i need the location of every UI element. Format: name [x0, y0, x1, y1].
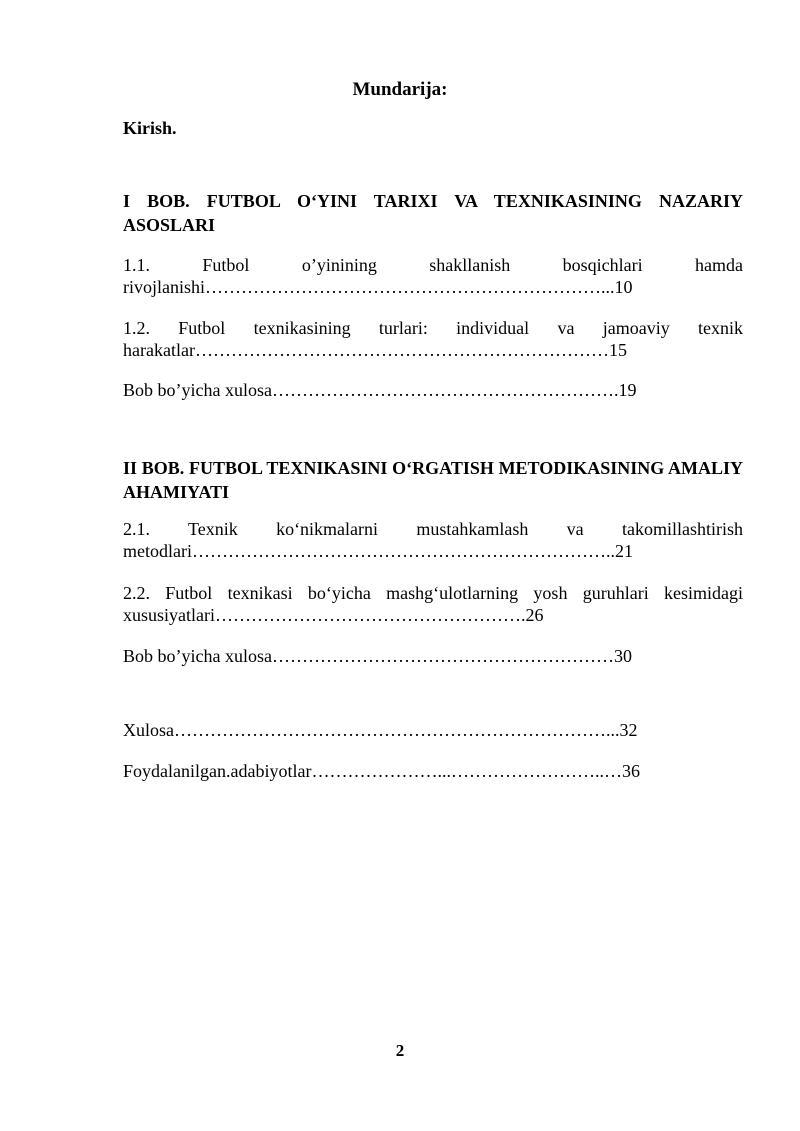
toc-item-2-2: 2.2. Futbol texnikasi bo‘yicha mashg‘ulotlarning yosh guruhlari kesimidagi xususiyatlari…………………………………………….26 [123, 583, 743, 625]
toc-title-colon: : [441, 79, 448, 100]
page-number: 2 [395, 1041, 405, 1060]
chapter2-heading: II BOB. FUTBOL TEXNIKASINI O‘RGATISH METODIKASINING AMALIY AHAMIYATI [123, 458, 743, 502]
toc-item-references: Foydalanilgan.adabiyotlar…………………...……………………..…36 [123, 761, 640, 781]
toc-title-text: Mundarija [352, 79, 442, 100]
toc-item-conclusion: Xulosa………………………………………………………………...32 [123, 720, 638, 740]
toc-intro: Kirish. [123, 118, 177, 138]
chapter1-heading: I BOB. FUTBOL O‘YINI TARIXI VA TEXNIKASINING NAZARIY ASOSLARI [123, 191, 743, 235]
toc-title [0, 78, 800, 102]
toc-item-chapter2-summary: Bob bo’yicha xulosa…………………………………………………30 [123, 646, 632, 666]
toc-item-1-1: 1.1. Futbol o’yinining shakllanish bosqichlari hamda rivojlanishi…………………………………………………………...10 [123, 255, 743, 297]
toc-item-chapter1-summary: Bob bo’yicha xulosa………………………………………………….19 [123, 380, 637, 400]
toc-item-1-2: 1.2. Futbol texnikasining turlari: individual va jamoaviy texnik harakatlar……………………………………………………………15 [123, 318, 743, 360]
toc-item-2-1: 2.1. Texnik ko‘nikmalarni mustahkamlash va takomillashtirish metodlari……………………………………………………………..21 [123, 519, 743, 561]
